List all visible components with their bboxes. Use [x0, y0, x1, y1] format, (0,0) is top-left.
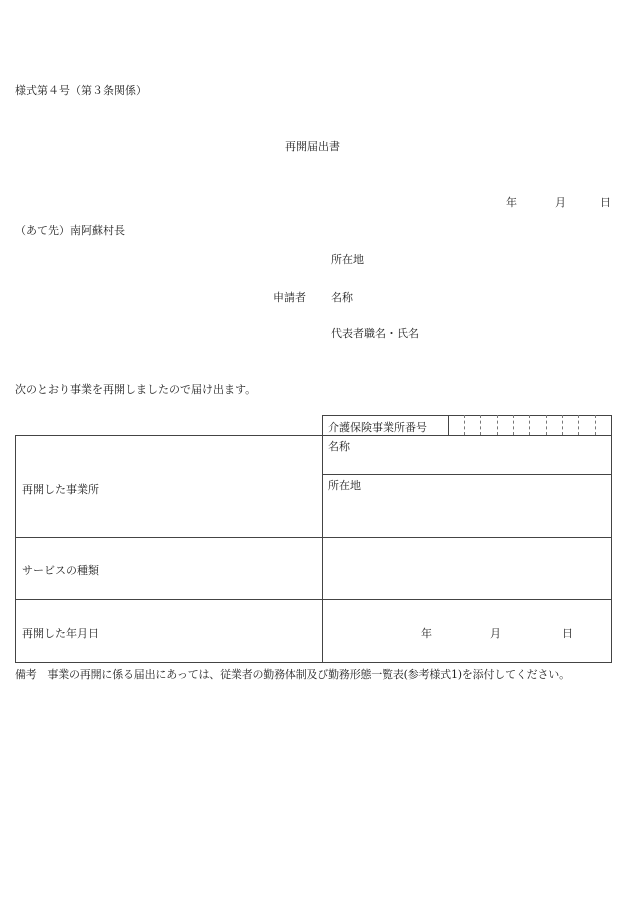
applicant-name-label: 名称	[331, 291, 353, 304]
date-day: 日	[600, 196, 611, 209]
form-number: 様式第４号（第３条関係）	[15, 84, 147, 97]
table-date-year: 年	[421, 627, 432, 640]
addressee: （あて先）南阿蘇村長	[15, 224, 125, 237]
service-label: サービスの種類	[22, 564, 99, 577]
applicant-label: 申請者	[273, 291, 306, 304]
office-address-label: 所在地	[328, 479, 361, 492]
applicant-address-label: 所在地	[331, 253, 364, 266]
note: 備考 事業の再開に係る届出にあっては、従業者の勤務体制及び勤務形態一覧表(参考様式1)を添付してください。	[15, 668, 570, 681]
office-label: 再開した事業所	[22, 483, 99, 496]
table-date-day: 日	[562, 627, 573, 640]
form-title: 再開届出書	[285, 140, 340, 153]
date-label: 再開した年月日	[22, 627, 99, 640]
table-date-month: 月	[490, 627, 501, 640]
representative-label: 代表者職名・氏名	[331, 327, 419, 340]
date-month: 月	[555, 196, 566, 209]
office-number-label: 介護保険事業所番号	[328, 421, 427, 434]
office-name-label: 名称	[328, 440, 350, 453]
date-year: 年	[506, 196, 517, 209]
intro-text: 次のとおり事業を再開しましたので届け出ます。	[15, 383, 257, 396]
